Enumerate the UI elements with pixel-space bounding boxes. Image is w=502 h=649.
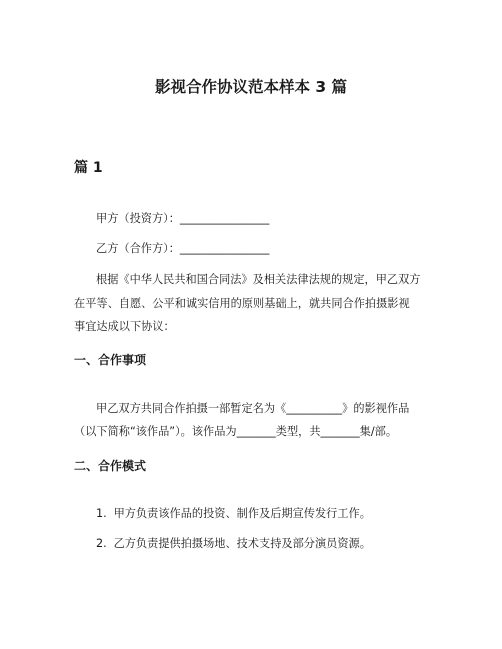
list-item [96, 536, 371, 552]
list-text: 甲方负责该作品的投资、制作及后期宣传发行工作。 [113, 507, 371, 520]
list-item [96, 506, 371, 522]
party-b-line: 乙方（合作方）：________________ [96, 242, 270, 255]
cooperation-line-2: （以下简称“该作品”）。该作品为_______类型，共_______集/部。 [74, 425, 398, 438]
document-title: 影视合作协议范本样本 3 篇 [154, 78, 348, 96]
heading-cooperation-mode: 二、合作模式 [74, 459, 147, 473]
list-number: 2. [96, 537, 107, 550]
list-text: 乙方负责提供拍摄场地、技术支持及部分演员资源。 [113, 537, 371, 550]
party-a-line: 甲方（投资方）：________________ [96, 212, 270, 225]
section-label: 篇 1 [74, 160, 103, 176]
list-number: 1. [96, 507, 107, 520]
intro-line-1: 根据《中华人民共和国合同法》及相关法律法规的规定，甲乙双方 [96, 273, 421, 286]
cooperation-line-1: 甲乙双方共同合作拍摄一部暂定名为《__________》的影视作品 [96, 402, 410, 415]
intro-line-3: 事宜达成以下协议： [74, 320, 175, 333]
heading-cooperation-items: 一、合作事项 [74, 353, 147, 367]
intro-line-2: 在平等、自愿、公平和诚实信用的原则基础上，就共同合作拍摄影视 [74, 297, 410, 310]
